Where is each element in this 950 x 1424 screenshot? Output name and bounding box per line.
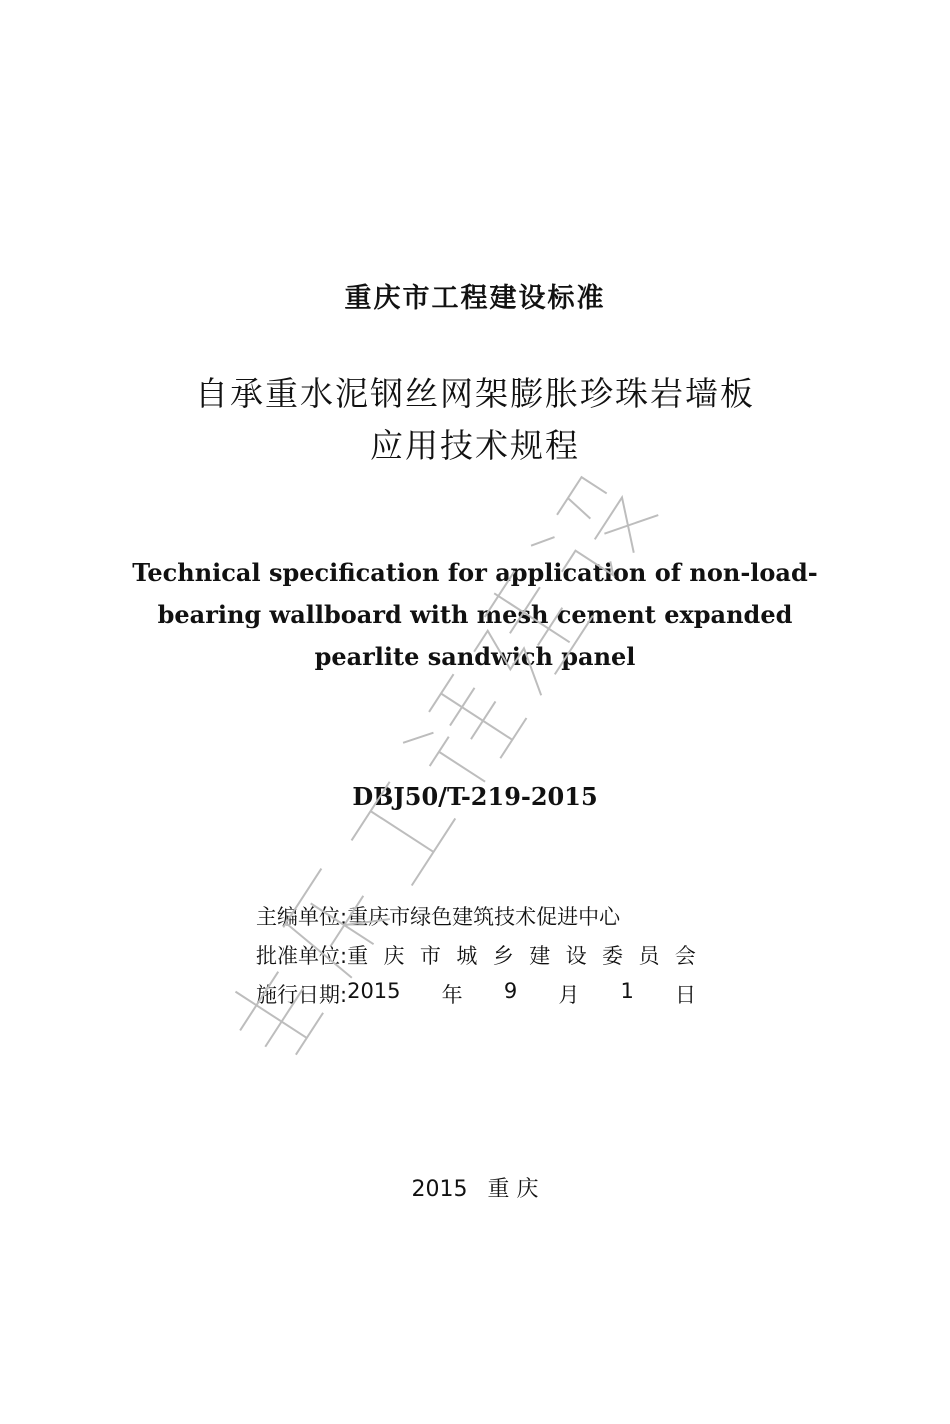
editor-unit-value: 重庆市绿色建筑技术促进中心 [347, 905, 621, 929]
publication-city: 重 庆 [487, 1177, 539, 1202]
chinese-title-line-1: 自承重水泥钢丝网架膨胀珍珠岩墙板 [195, 374, 755, 413]
publication-footer [0, 1172, 950, 1203]
effective-year-unit: 年 [441, 983, 463, 1007]
approver-char: 设 [565, 944, 587, 968]
effective-month: 9 [503, 979, 518, 1003]
approver-char: 委 [602, 944, 624, 968]
approver-char: 庆 [383, 944, 405, 968]
effective-year: 2015 [347, 979, 401, 1003]
english-title-line-3: pearlite sandwich panel [314, 642, 636, 671]
effective-day: 1 [620, 979, 634, 1003]
approver-char: 乡 [492, 944, 514, 968]
approver-char: 城 [456, 944, 478, 968]
effective-month-unit: 月 [558, 983, 580, 1007]
editor-unit-label: 主编单位: [256, 905, 348, 929]
watermark-stroke [400, 669, 526, 796]
approver-unit-row [256, 940, 696, 970]
chinese-title-line-2: 应用技术规程 [370, 426, 580, 465]
approver-char: 市 [419, 944, 441, 968]
approver-unit-value [347, 940, 696, 970]
publication-year: 2015 [411, 1177, 468, 1202]
approver-unit-label: 批准单位: [256, 944, 348, 968]
standard-code: DBJ50/T-219-2015 [352, 782, 598, 811]
series-title: 重庆市工程建设标准 [344, 283, 606, 314]
editor-unit-row [256, 901, 696, 931]
watermark-stroke [219, 958, 328, 1063]
effective-day-unit: 日 [674, 983, 696, 1007]
effective-date-label: 施行日期: [256, 983, 348, 1007]
effective-date-row [256, 979, 696, 1009]
approver-char: 重 [347, 944, 369, 968]
approver-char: 会 [674, 944, 696, 968]
effective-date-value [347, 979, 696, 1009]
english-title-line-2: bearing wallboard with mesh cement expanded [157, 600, 793, 629]
approver-char: 建 [529, 944, 551, 968]
english-title-line-1: Technical specification for application of non-load- [132, 558, 818, 587]
approver-char: 员 [638, 944, 660, 968]
